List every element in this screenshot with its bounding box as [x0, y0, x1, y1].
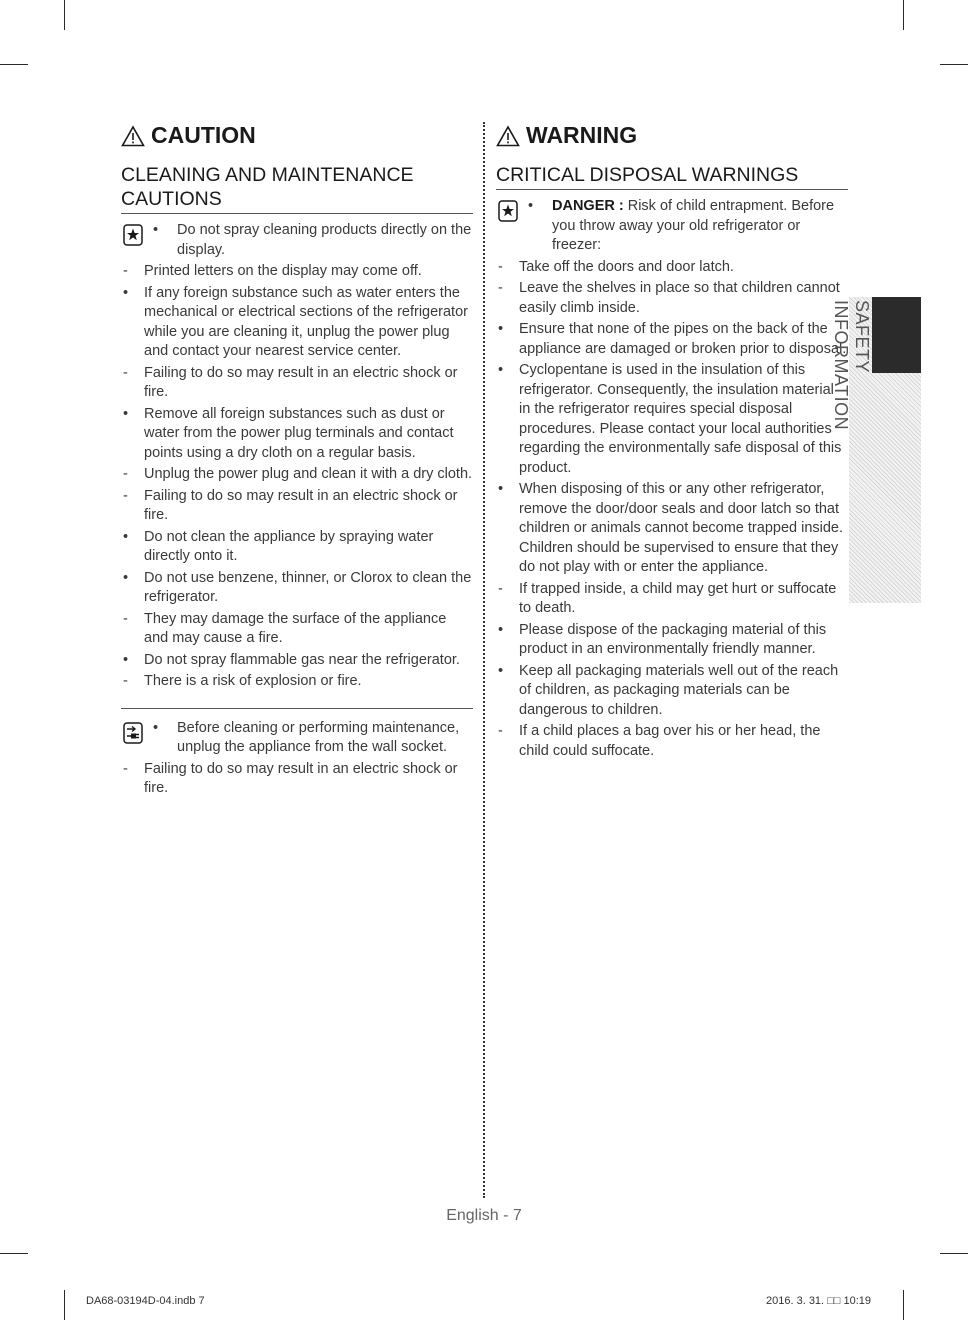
warning-heading-text: WARNING [526, 122, 638, 148]
list-item [121, 610, 473, 649]
bullet: • [123, 528, 129, 545]
section-rule [121, 708, 473, 709]
list-item [121, 760, 473, 799]
bullet: • [123, 651, 129, 668]
crop-mark [0, 64, 28, 65]
list-item-text: Do not use benzene, thinner, or Clorox to clean the refrigerator. [144, 569, 472, 605]
list-item-text: Failing to do so may result in an electric shock or fire. [144, 760, 458, 796]
list-item [121, 651, 473, 671]
dash-marker: - [123, 760, 128, 777]
list-item [121, 569, 473, 608]
list-item [496, 580, 848, 619]
dash-marker: - [123, 466, 128, 482]
bullet: • [153, 719, 159, 736]
warning-column [496, 122, 848, 763]
list-item-text: If a child places a bag over his or her head, the child could suffocate. [519, 723, 821, 759]
crop-mark [903, 1290, 904, 1320]
dash-marker: - [123, 263, 128, 279]
caution-column [121, 122, 473, 801]
list-item-text: When disposing of this or any other refrigerator, remove the door/door seals and door latch so that children or animals cannot become trapped inside. Children should be supervised to ensure that they do not play with or enter the appliance. [519, 481, 844, 575]
crop-mark [903, 0, 904, 30]
caution-lead-item [151, 221, 473, 260]
warning-subheading: CRITICAL DISPOSAL WARNINGS [496, 163, 848, 190]
list-item [121, 465, 473, 485]
dash-marker: - [123, 487, 128, 504]
bullet: • [498, 321, 504, 337]
dash-marker: - [498, 258, 503, 275]
list-item [121, 284, 473, 362]
list-item [121, 487, 473, 526]
bullet: • [498, 481, 504, 497]
caution-block-2 [121, 719, 473, 760]
crop-mark [64, 1290, 65, 1320]
danger-label: DANGER : [552, 198, 624, 214]
list-item [496, 480, 848, 578]
list-item-text: Do not spray flammable gas near the refrigerator. [144, 651, 460, 668]
crop-mark [940, 1253, 968, 1254]
caution-lead-item-2 [151, 719, 473, 758]
star-note-icon [123, 224, 143, 246]
list-item-text: Keep all packaging materials well out of the reach of children, as packaging materials can be dangerous to children. [519, 662, 839, 718]
dash-marker: - [123, 610, 128, 627]
list-item-text: Please dispose of the packaging material of this product in an environmentally friendly manner. [519, 621, 827, 657]
warning-heading [496, 122, 848, 149]
list-item [496, 320, 848, 359]
warning-triangle-icon [496, 125, 520, 147]
dash-marker: - [123, 364, 128, 381]
list-item-text: Take off the doors and door latch. [519, 258, 734, 275]
warning-triangle-icon [121, 125, 145, 147]
list-item [496, 662, 848, 721]
side-tab-marker [872, 297, 921, 373]
list-item-text: Failing to do so may result in an electric shock or fire. [144, 364, 458, 400]
list-item [496, 722, 848, 761]
list-item-text: They may damage the surface of the appliance and may cause a fire. [144, 610, 447, 646]
caution-lead-text: Do not spray cleaning products directly on the display. [177, 222, 472, 258]
list-item [121, 405, 473, 464]
list-item [121, 528, 473, 567]
danger-text: Risk of child entrapment. Before you throw away your old refrigerator or freezer: [552, 198, 835, 253]
list-item [496, 258, 848, 278]
bullet: • [153, 222, 159, 238]
bullet: • [528, 198, 534, 214]
list-item-text: Failing to do so may result in an electric shock or fire. [144, 487, 458, 523]
caution-list-2 [121, 760, 473, 799]
caution-lead-text-2: Before cleaning or performing maintenance, unplug the appliance from the wall socket. [177, 719, 460, 755]
bullet: • [498, 662, 504, 679]
slug-timestamp: 2016. 3. 31. □□ 10:19 [766, 1295, 872, 1307]
caution-list [121, 262, 473, 692]
bullet: • [498, 621, 504, 638]
list-item-text: Remove all foreign substances such as dust or water from the power plug terminals and contact points using a dry cloth on a regular basis. [144, 405, 454, 461]
bullet: • [123, 569, 129, 586]
caution-heading [121, 122, 473, 149]
list-item [121, 262, 473, 282]
crop-mark [64, 0, 65, 30]
dash-marker: - [123, 673, 128, 689]
dash-marker: - [498, 723, 503, 739]
dash-marker: - [498, 280, 503, 296]
list-item-text: If trapped inside, a child may get hurt or suffocate to death. [519, 580, 837, 616]
bullet: • [123, 284, 129, 301]
list-item-text: Cyclopentane is used in the insulation of this refrigerator. Consequently, the insulation material in the refrigerator requires special disposal procedures. Please contact your local authorities regarding the environmentally safe disposal of this product. [519, 362, 842, 476]
bullet: • [498, 362, 504, 378]
list-item-text: Unplug the power plug and clean it with a dry cloth. [144, 466, 473, 482]
warning-list [496, 258, 848, 762]
list-item-text: If any foreign substance such as water enters the mechanical or electrical sections of the refrigerator while you are cleaning it, unplug the power plug and contact your nearest service center. [144, 284, 468, 359]
caution-heading-text: CAUTION [151, 122, 256, 148]
bullet: • [123, 405, 129, 422]
warning-block [496, 197, 848, 258]
list-item [496, 361, 848, 478]
side-tab-label: SAFETY INFORMATION [831, 300, 872, 431]
list-item-text: Ensure that none of the pipes on the back of the appliance are damaged or broken prior to disposal. [519, 321, 847, 357]
list-item-text: Leave the shelves in place so that children cannot easily climb inside. [519, 280, 840, 316]
list-item [496, 621, 848, 660]
list-item [121, 672, 473, 692]
list-item-text: Printed letters on the display may come off. [144, 263, 422, 279]
page-number: English - 7 [446, 1207, 522, 1224]
star-note-icon [498, 200, 518, 222]
list-item-text: There is a risk of explosion or fire. [144, 673, 362, 689]
slug-filename: DA68-03194D-04.indb 7 [86, 1295, 205, 1307]
list-item-text: Do not clean the appliance by spraying water directly onto it. [144, 528, 434, 564]
warning-lead-item [526, 197, 848, 256]
column-divider [483, 122, 485, 1198]
unplug-icon [123, 722, 143, 744]
list-item [496, 279, 848, 318]
crop-mark [940, 64, 968, 65]
warning-lead-text [552, 197, 848, 256]
list-item [121, 364, 473, 403]
caution-subheading: CLEANING AND MAINTENANCE CAUTIONS [121, 163, 473, 214]
crop-mark [0, 1253, 28, 1254]
caution-block-1 [121, 221, 473, 262]
dash-marker: - [498, 580, 503, 597]
